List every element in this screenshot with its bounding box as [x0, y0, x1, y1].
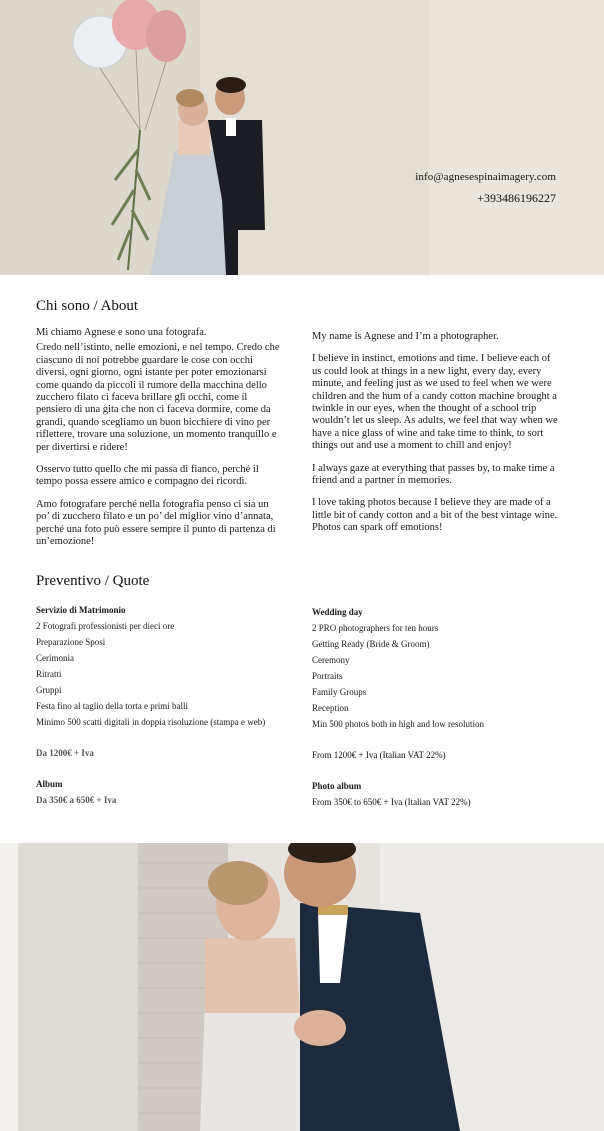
quote-en-album-heading: Photo album — [312, 781, 362, 791]
contact-email[interactable]: info@agnesespinaimagery.com — [415, 171, 556, 183]
quote-it-item: Cerimonia — [36, 653, 74, 663]
hero-banner — [0, 0, 604, 275]
quote-it-item: Minimo 500 scatti digitali in doppia risoluzione (stampa e web) — [36, 717, 266, 727]
about-en-paragraph: I believe in instinct, emotions and time. I believe each of us could look at things in a new light, every day, every minute, and feeling just as we used to feel when we were children and the hum of a candy cotton machine brought a twinkle in our eyes, when the thought of a school trip wouldn’t let us sleep. As adults, we feel that way when we have a nice glass of wine and take time to think, to sort things out and use a moment to chill and enjoy! — [312, 353, 558, 452]
quote-en-item: 2 PRO photographers for ten hours — [312, 623, 439, 633]
quote-en-item: Getting Ready (Bride & Groom) — [312, 639, 430, 649]
about-italian — [36, 327, 281, 559]
about-title: Chi sono / About — [36, 298, 139, 314]
quote-en-item: Min 500 photos both in high and low resolution — [312, 719, 484, 729]
about-it-paragraph: Amo fotografare perché nella fotografia penso ci sia un po’ di zucchero filato e un po’ del miglior vino d’annata, perché una foto può essere sempre il punto di partenza di un’emozione! — [36, 498, 276, 548]
quote-en-item: Portraits — [312, 671, 343, 681]
quote-en-item: Reception — [312, 703, 349, 713]
quote-english — [312, 604, 572, 810]
hero-couple-photo — [0, 0, 604, 275]
quote-title: Preventivo / Quote — [36, 573, 150, 589]
about-english — [312, 331, 558, 545]
about-it-paragraph: Osservo tutto quello che mi passa di fianco, perché il tempo possa essere amico e compagno dei ricordi. — [36, 464, 259, 488]
quote-en-item: Family Groups — [312, 687, 367, 697]
quote-it-item: 2 Fotografi professionisti per dieci ore — [36, 621, 175, 631]
quote-it-item: Preparazione Sposi — [36, 637, 106, 647]
quote-it-heading: Servizio di Matrimonio — [36, 605, 126, 615]
quote-en-price: From 1200€ + Iva (Italian VAT 22%) — [312, 750, 446, 760]
quote-italian — [36, 602, 296, 808]
quote-en-item: Ceremony — [312, 655, 350, 665]
dancing-couple-photo — [0, 843, 604, 1131]
about-en-paragraph: I love taking photos because I believe they are made of a little bit of candy cotton and a bit of the best vintage wine. Photos can spark off emotions! — [312, 497, 558, 534]
about-en-paragraph: My name is Agnese and I’m a photographer. — [312, 331, 499, 342]
quote-en-heading: Wedding day — [312, 607, 363, 617]
contact-phone[interactable]: +393486196227 — [477, 191, 556, 205]
quote-it-item: Festa fino al taglio della torta e primi balli — [36, 701, 188, 711]
about-it-paragraph: Mi chiamo Agnese e sono una fotografa. — [36, 327, 207, 338]
about-en-paragraph: I always gaze at everything that passes by, to make time a friend and a partner in memories. — [312, 462, 555, 487]
quote-en-album-price: From 350€ to 650€ + Iva (Italian VAT 22%) — [312, 797, 471, 807]
quote-it-album-heading: Album — [36, 779, 63, 789]
quote-it-item: Ritratti — [36, 669, 62, 679]
about-it-paragraph: Credo nell’istinto, nelle emozioni, e nel tempo. Credo che ciascuno di noi potrebbe guardare le cose con occhi diversi, ogni giorno, ogni istante per poter emozionarsi come quando da piccoli il rumore della macchina dello zucchero filato ci faceva brillare gli occhi, come il pensiero di una gita che non ci faceva dormire, come da grandi, quando scegliamo un buon bicchiere di vino per riflettere, trovare una soluzione, un momento tranquillo e per divertirsi e ridere! — [36, 342, 280, 453]
bottom-photo-banner — [0, 843, 604, 1131]
quote-it-price: Da 1200€ + Iva — [36, 748, 94, 758]
quote-it-album-price: Da 350€ a 650€ + Iva — [36, 795, 117, 805]
quote-it-item: Gruppi — [36, 685, 62, 695]
